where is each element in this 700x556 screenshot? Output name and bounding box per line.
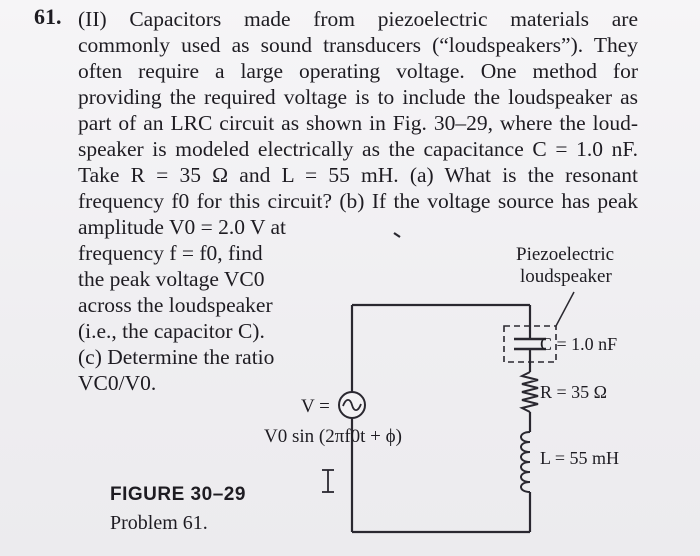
problem-line-6: speaker is modeled electrically as the capacitance C = 1.0 nF. [78,137,638,161]
problem-number: 61. [34,4,62,29]
figure-label: FIGURE 30–29 [110,484,246,505]
problem-short-line-5: (i.e., the capacitor C). [78,319,265,343]
current-arrow-icon [322,470,334,492]
source-label-1: V = [301,396,330,417]
problem-line-8: frequency f0 for this circuit? (b) If the voltage source has peak [78,189,638,213]
source-label-2: V0 sin (2πf0t + ϕ) [264,426,402,447]
resistor-icon [522,372,538,412]
problem-short-line-7: VC0/V0. [78,371,157,395]
capacitor-label: C = 1.0 nF [540,334,618,354]
problem-line-7: Take R = 35 Ω and L = 55 mH. (a) What is the resonant [78,163,638,187]
piezo-label-1: Piezoelectric [516,244,615,265]
problem-short-line-2: frequency f = f0, find [78,241,263,265]
problem-short-line-1: amplitude V0 = 2.0 V at [78,215,287,239]
problem-line-4: providing the required voltage is to include the loudspeaker as [78,85,638,109]
problem-short-line-6: (c) Determine the ratio [78,345,275,369]
loudspeaker-pointer [556,292,574,326]
stray-mark [394,233,400,237]
problem-short-line-3: the peak voltage VC0 [78,267,265,291]
resistor-label: R = 35 Ω [540,382,608,402]
piezo-label-2: loudspeaker [520,266,612,287]
ac-source-icon [339,392,365,418]
problem-line-5: part of an LRC circuit as shown in Fig. 30–29, where the loud- [78,111,638,135]
problem-line-1: (II) Capacitors made from piezoelectric materials are [78,7,638,31]
figure-subtitle: Problem 61. [110,512,208,534]
inductor-icon [521,432,530,492]
inductor-label: L = 55 mH [540,448,619,468]
problem-short-line-4: across the loudspeaker [78,293,273,317]
problem-line-3: often require a large operating voltage. One method for [78,59,638,83]
problem-line-2: commonly used as sound transducers (“loudspeakers”). They [78,33,638,57]
